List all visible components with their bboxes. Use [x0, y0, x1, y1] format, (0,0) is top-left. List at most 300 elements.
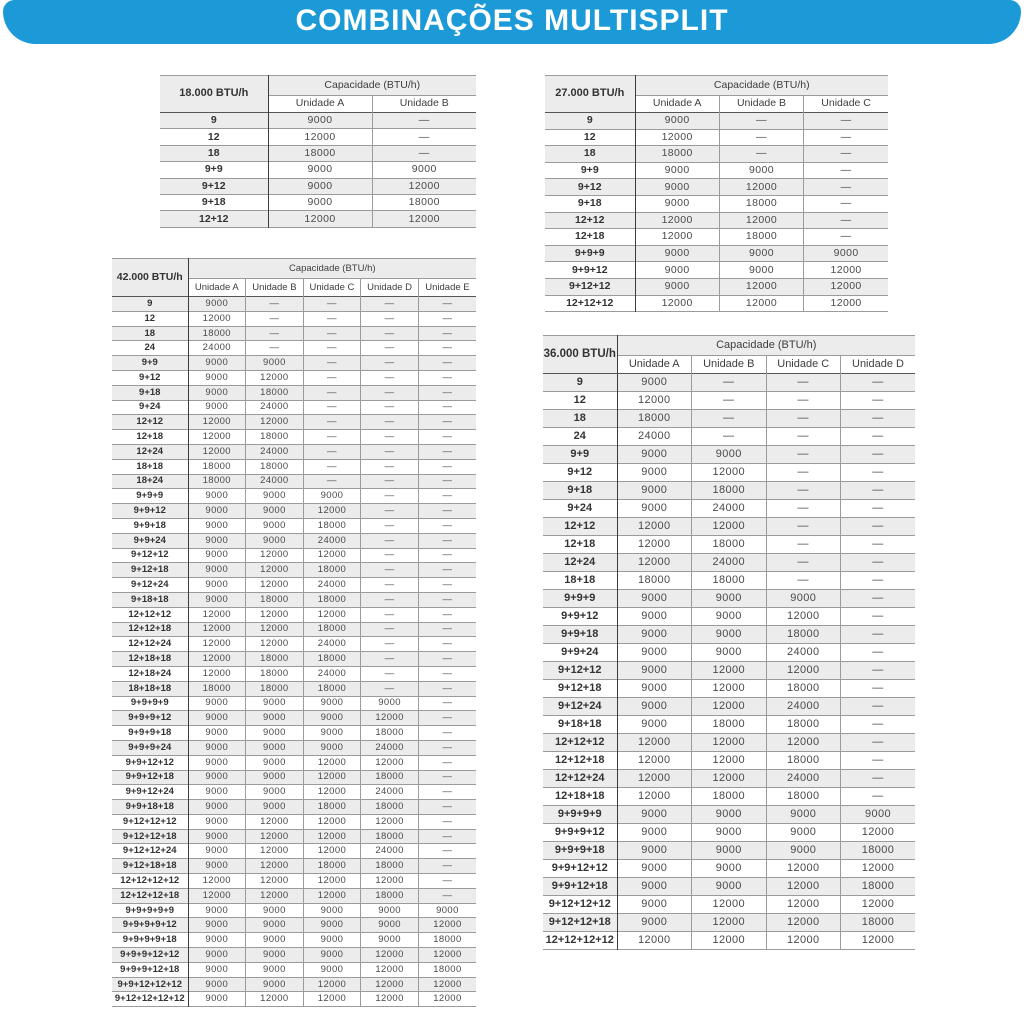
- value-cell: —: [719, 113, 803, 130]
- combo-cell: 9+9+9+18: [543, 842, 617, 860]
- value-cell: 9000: [617, 680, 692, 698]
- value-cell: 9000: [303, 918, 361, 933]
- table-row: [543, 374, 915, 392]
- value-cell: —: [361, 370, 419, 385]
- combo-cell: 12+12: [545, 212, 635, 229]
- value-cell: —: [303, 370, 361, 385]
- table-row: [543, 878, 915, 896]
- value-cell: 24000: [303, 578, 361, 593]
- value-cell: —: [418, 785, 476, 800]
- combo-cell: 12+12+12+12: [543, 932, 617, 950]
- combo-cell: 12+12+12: [112, 607, 188, 622]
- table-row: [543, 446, 915, 464]
- value-cell: 9000: [246, 696, 304, 711]
- value-cell: 12000: [361, 962, 419, 977]
- table-row: [112, 874, 476, 889]
- value-cell: —: [303, 430, 361, 445]
- value-cell: 9000: [188, 563, 246, 578]
- combo-cell: 12+18: [543, 536, 617, 554]
- value-cell: 18000: [303, 859, 361, 874]
- combo-cell: 9+9+9: [112, 489, 188, 504]
- value-cell: —: [418, 563, 476, 578]
- value-cell: —: [841, 662, 916, 680]
- value-cell: —: [361, 459, 419, 474]
- value-cell: —: [303, 297, 361, 312]
- value-cell: 18000: [361, 829, 419, 844]
- value-cell: —: [246, 311, 304, 326]
- value-cell: —: [841, 680, 916, 698]
- value-cell: 24000: [766, 644, 841, 662]
- value-cell: 18000: [617, 410, 692, 428]
- value-cell: 9000: [692, 626, 767, 644]
- table-row: [545, 229, 888, 246]
- value-cell: 9000: [246, 918, 304, 933]
- value-cell: —: [418, 311, 476, 326]
- value-cell: 9000: [617, 626, 692, 644]
- value-cell: —: [804, 212, 888, 229]
- value-cell: 12000: [361, 755, 419, 770]
- value-cell: 24000: [361, 740, 419, 755]
- capacity-header: Capacidade (BTU/h): [635, 76, 888, 96]
- value-cell: —: [766, 464, 841, 482]
- combo-cell: 9+12+12+12+12: [112, 992, 188, 1007]
- value-cell: 12000: [418, 918, 476, 933]
- value-cell: 12000: [766, 734, 841, 752]
- value-cell: 9000: [188, 370, 246, 385]
- unit-header: Unidade B: [719, 96, 803, 113]
- combo-cell: 12: [545, 129, 635, 146]
- value-cell: —: [841, 698, 916, 716]
- value-cell: 9000: [246, 518, 304, 533]
- model-header: 27.000 BTU/h: [545, 76, 635, 113]
- table-row: [545, 162, 888, 179]
- table-row: [112, 652, 476, 667]
- combo-cell: 9+12+12+12: [112, 814, 188, 829]
- table-36000-btu: [543, 335, 915, 950]
- value-cell: 18000: [719, 229, 803, 246]
- table-row: [112, 814, 476, 829]
- combo-cell: 12+12: [543, 518, 617, 536]
- value-cell: 18000: [303, 652, 361, 667]
- value-cell: —: [303, 444, 361, 459]
- value-cell: 12000: [303, 874, 361, 889]
- value-cell: 9000: [188, 755, 246, 770]
- value-cell: —: [361, 474, 419, 489]
- value-cell: —: [418, 888, 476, 903]
- value-cell: 9000: [617, 896, 692, 914]
- combo-cell: 9+12: [545, 179, 635, 196]
- table-row: [545, 129, 888, 146]
- value-cell: 12000: [246, 874, 304, 889]
- value-cell: 12000: [804, 278, 888, 295]
- combo-cell: 12+18+18: [543, 788, 617, 806]
- combo-cell: 9+9+9+12+12: [112, 948, 188, 963]
- combo-cell: 9+9+9+9+18: [112, 933, 188, 948]
- value-cell: —: [418, 859, 476, 874]
- value-cell: 12000: [692, 698, 767, 716]
- value-cell: —: [361, 444, 419, 459]
- table-row: [112, 533, 476, 548]
- value-cell: 24000: [766, 770, 841, 788]
- value-cell: 24000: [361, 844, 419, 859]
- value-cell: —: [804, 113, 888, 130]
- combo-cell: 9+12+12+24: [112, 844, 188, 859]
- table-row: [112, 859, 476, 874]
- table-row: [160, 129, 476, 145]
- value-cell: 9000: [188, 785, 246, 800]
- combo-cell: 9+9+9+24: [112, 740, 188, 755]
- combo-cell: 9+9+12+18: [543, 878, 617, 896]
- value-cell: 12000: [372, 211, 476, 227]
- value-cell: —: [418, 297, 476, 312]
- combo-cell: 12+12+24: [112, 637, 188, 652]
- value-cell: —: [418, 755, 476, 770]
- combination-table: [160, 75, 476, 228]
- combo-cell: 9+12+12: [545, 278, 635, 295]
- value-cell: 24000: [246, 474, 304, 489]
- value-cell: —: [804, 179, 888, 196]
- combo-cell: 9+9+12+12: [112, 755, 188, 770]
- value-cell: 9000: [188, 918, 246, 933]
- value-cell: 12000: [719, 295, 803, 312]
- combo-cell: 9: [112, 297, 188, 312]
- value-cell: 9000: [246, 800, 304, 815]
- value-cell: —: [766, 374, 841, 392]
- value-cell: 18000: [766, 626, 841, 644]
- value-cell: 12000: [418, 977, 476, 992]
- value-cell: —: [246, 297, 304, 312]
- value-cell: 9000: [188, 533, 246, 548]
- value-cell: —: [361, 563, 419, 578]
- combo-cell: 12: [112, 311, 188, 326]
- value-cell: —: [418, 518, 476, 533]
- value-cell: 9000: [188, 400, 246, 415]
- value-cell: 9000: [246, 948, 304, 963]
- table-row: [112, 770, 476, 785]
- header-row: [160, 76, 476, 96]
- value-cell: 9000: [188, 770, 246, 785]
- value-cell: 12000: [246, 637, 304, 652]
- combo-cell: 12+12: [160, 211, 268, 227]
- combo-cell: 9+24: [112, 400, 188, 415]
- unit-header: Unidade C: [804, 96, 888, 113]
- combo-cell: 9+12: [543, 464, 617, 482]
- value-cell: —: [361, 637, 419, 652]
- unit-header: Unidade A: [188, 279, 246, 297]
- combo-cell: 12+18: [545, 229, 635, 246]
- value-cell: —: [361, 489, 419, 504]
- value-cell: 9000: [617, 446, 692, 464]
- combo-cell: 12+12+12+18: [112, 888, 188, 903]
- value-cell: —: [361, 297, 419, 312]
- combo-cell: 12+12+12+12: [112, 874, 188, 889]
- value-cell: —: [418, 844, 476, 859]
- table-row: [112, 592, 476, 607]
- table-row: [160, 178, 476, 194]
- value-cell: 12000: [361, 874, 419, 889]
- table-row: [543, 698, 915, 716]
- value-cell: 9000: [188, 740, 246, 755]
- value-cell: 9000: [246, 977, 304, 992]
- value-cell: —: [841, 554, 916, 572]
- combo-cell: 18+18: [112, 459, 188, 474]
- value-cell: 18000: [841, 842, 916, 860]
- value-cell: 12000: [303, 829, 361, 844]
- capacity-header: Capacidade (BTU/h): [268, 76, 476, 96]
- combo-cell: 9+12+24: [112, 578, 188, 593]
- table-row: [543, 482, 915, 500]
- combo-cell: 9+9+24: [543, 644, 617, 662]
- value-cell: 12000: [303, 755, 361, 770]
- table-row: [112, 297, 476, 312]
- value-cell: 12000: [841, 824, 916, 842]
- value-cell: 12000: [246, 622, 304, 637]
- combo-cell: 9+18+18: [543, 716, 617, 734]
- combo-cell: 9+12+24: [543, 698, 617, 716]
- table-42000-btu: [112, 258, 476, 1007]
- value-cell: 9000: [188, 859, 246, 874]
- value-cell: 12000: [303, 888, 361, 903]
- combo-cell: 24: [112, 341, 188, 356]
- value-cell: —: [418, 533, 476, 548]
- unit-header: Unidade B: [246, 279, 304, 297]
- table-row: [112, 785, 476, 800]
- table-row: [112, 578, 476, 593]
- value-cell: 12000: [372, 178, 476, 194]
- value-cell: 18000: [303, 681, 361, 696]
- value-cell: 9000: [617, 914, 692, 932]
- value-cell: 9000: [719, 262, 803, 279]
- value-cell: 18000: [841, 914, 916, 932]
- value-cell: —: [692, 428, 767, 446]
- value-cell: 9000: [692, 590, 767, 608]
- capacity-header: Capacidade (BTU/h): [617, 336, 915, 356]
- value-cell: 9000: [617, 698, 692, 716]
- value-cell: 12000: [635, 129, 719, 146]
- combo-cell: 9+9+12: [112, 504, 188, 519]
- value-cell: 9000: [188, 992, 246, 1007]
- combo-cell: 18: [545, 146, 635, 163]
- table-row: [545, 113, 888, 130]
- value-cell: 18000: [361, 800, 419, 815]
- value-cell: 9000: [635, 113, 719, 130]
- value-cell: —: [418, 326, 476, 341]
- combination-table: [543, 335, 915, 950]
- value-cell: 9000: [692, 446, 767, 464]
- table-row: [112, 415, 476, 430]
- value-cell: —: [418, 681, 476, 696]
- value-cell: 24000: [617, 428, 692, 446]
- page-title: COMBINAÇÕES MULTISPLIT: [295, 4, 729, 37]
- value-cell: —: [418, 666, 476, 681]
- combo-cell: 9+24: [543, 500, 617, 518]
- value-cell: 12000: [246, 415, 304, 430]
- value-cell: 9000: [766, 590, 841, 608]
- header-row: [112, 259, 476, 279]
- value-cell: —: [766, 518, 841, 536]
- value-cell: 9000: [188, 696, 246, 711]
- table-row: [543, 770, 915, 788]
- value-cell: —: [361, 415, 419, 430]
- table-27000-btu: [545, 75, 888, 312]
- table-row: [543, 410, 915, 428]
- table-row: [112, 696, 476, 711]
- value-cell: 12000: [268, 129, 372, 145]
- value-cell: 18000: [246, 592, 304, 607]
- value-cell: 12000: [246, 888, 304, 903]
- value-cell: 12000: [635, 229, 719, 246]
- table-row: [112, 489, 476, 504]
- value-cell: —: [418, 829, 476, 844]
- table-row: [112, 430, 476, 445]
- value-cell: 9000: [635, 195, 719, 212]
- model-header: 42.000 BTU/h: [112, 259, 188, 297]
- value-cell: 9000: [188, 903, 246, 918]
- value-cell: 12000: [692, 896, 767, 914]
- value-cell: —: [303, 311, 361, 326]
- table-row: [543, 536, 915, 554]
- value-cell: 18000: [766, 680, 841, 698]
- value-cell: 9000: [692, 842, 767, 860]
- value-cell: 9000: [719, 162, 803, 179]
- value-cell: —: [246, 326, 304, 341]
- value-cell: —: [361, 385, 419, 400]
- value-cell: 24000: [361, 785, 419, 800]
- value-cell: 18000: [719, 195, 803, 212]
- value-cell: 9000: [303, 696, 361, 711]
- value-cell: 24000: [692, 554, 767, 572]
- combo-cell: 9+9: [543, 446, 617, 464]
- table-row: [543, 842, 915, 860]
- combo-cell: 9+9+12+24: [112, 785, 188, 800]
- value-cell: 12000: [303, 548, 361, 563]
- value-cell: 12000: [361, 948, 419, 963]
- combo-cell: 18: [112, 326, 188, 341]
- combo-cell: 12+12: [112, 415, 188, 430]
- value-cell: 9000: [804, 245, 888, 262]
- value-cell: 9000: [188, 297, 246, 312]
- value-cell: 18000: [841, 878, 916, 896]
- value-cell: 12000: [617, 536, 692, 554]
- table-row: [543, 392, 915, 410]
- unit-header: Unidade D: [841, 356, 916, 374]
- table-row: [543, 590, 915, 608]
- value-cell: 18000: [246, 430, 304, 445]
- value-cell: 9000: [692, 878, 767, 896]
- value-cell: —: [841, 752, 916, 770]
- table-row: [112, 356, 476, 371]
- value-cell: 18000: [246, 652, 304, 667]
- combo-cell: 9+9+9+12: [543, 824, 617, 842]
- value-cell: —: [246, 341, 304, 356]
- value-cell: 12000: [766, 608, 841, 626]
- combo-cell: 9: [545, 113, 635, 130]
- value-cell: 9000: [188, 578, 246, 593]
- table-row: [543, 860, 915, 878]
- value-cell: —: [303, 385, 361, 400]
- combo-cell: 9+9+9+9: [543, 806, 617, 824]
- value-cell: 9000: [303, 903, 361, 918]
- combo-cell: 12+24: [543, 554, 617, 572]
- value-cell: 12000: [361, 711, 419, 726]
- table-row: [112, 888, 476, 903]
- value-cell: 12000: [719, 212, 803, 229]
- value-cell: 9000: [303, 726, 361, 741]
- table-row: [112, 903, 476, 918]
- combo-cell: 9+9+12: [545, 262, 635, 279]
- table-row: [543, 788, 915, 806]
- value-cell: —: [418, 385, 476, 400]
- value-cell: 9000: [246, 726, 304, 741]
- value-cell: —: [841, 482, 916, 500]
- value-cell: —: [766, 572, 841, 590]
- combo-cell: 9+18: [543, 482, 617, 500]
- combo-cell: 9+9: [545, 162, 635, 179]
- unit-header: Unidade E: [418, 279, 476, 297]
- table-row: [112, 563, 476, 578]
- value-cell: 12000: [841, 932, 916, 950]
- value-cell: 9000: [361, 903, 419, 918]
- value-cell: —: [418, 341, 476, 356]
- combo-cell: 12+18+18: [112, 652, 188, 667]
- table-row: [112, 444, 476, 459]
- value-cell: 9000: [617, 716, 692, 734]
- table-row: [112, 962, 476, 977]
- value-cell: 9000: [361, 918, 419, 933]
- value-cell: —: [303, 356, 361, 371]
- value-cell: 12000: [361, 977, 419, 992]
- value-cell: 12000: [188, 666, 246, 681]
- value-cell: —: [841, 428, 916, 446]
- value-cell: 12000: [246, 829, 304, 844]
- value-cell: —: [766, 392, 841, 410]
- value-cell: —: [841, 572, 916, 590]
- value-cell: 12000: [766, 878, 841, 896]
- value-cell: 12000: [246, 814, 304, 829]
- table-row: [545, 295, 888, 312]
- value-cell: —: [418, 430, 476, 445]
- value-cell: 9000: [617, 860, 692, 878]
- value-cell: 9000: [766, 842, 841, 860]
- value-cell: 12000: [268, 211, 372, 227]
- value-cell: —: [361, 548, 419, 563]
- value-cell: 9000: [246, 785, 304, 800]
- model-header: 18.000 BTU/h: [160, 76, 268, 113]
- table-row: [112, 948, 476, 963]
- value-cell: —: [372, 145, 476, 161]
- value-cell: 18000: [617, 572, 692, 590]
- value-cell: 12000: [617, 752, 692, 770]
- value-cell: —: [361, 341, 419, 356]
- value-cell: 12000: [188, 888, 246, 903]
- value-cell: 9000: [188, 933, 246, 948]
- value-cell: 9000: [361, 696, 419, 711]
- value-cell: —: [841, 446, 916, 464]
- title-banner: [3, 0, 1021, 44]
- table-row: [545, 278, 888, 295]
- value-cell: 9000: [246, 933, 304, 948]
- value-cell: 9000: [188, 844, 246, 859]
- combo-cell: 12: [543, 392, 617, 410]
- combo-cell: 12+12+18: [112, 622, 188, 637]
- combo-cell: 9+9+12+12: [543, 860, 617, 878]
- unit-header: Unidade C: [766, 356, 841, 374]
- value-cell: 9000: [246, 489, 304, 504]
- value-cell: 9000: [635, 162, 719, 179]
- combo-cell: 9+9+24: [112, 533, 188, 548]
- combo-cell: 9+9+9+12+18: [112, 962, 188, 977]
- table-row: [543, 896, 915, 914]
